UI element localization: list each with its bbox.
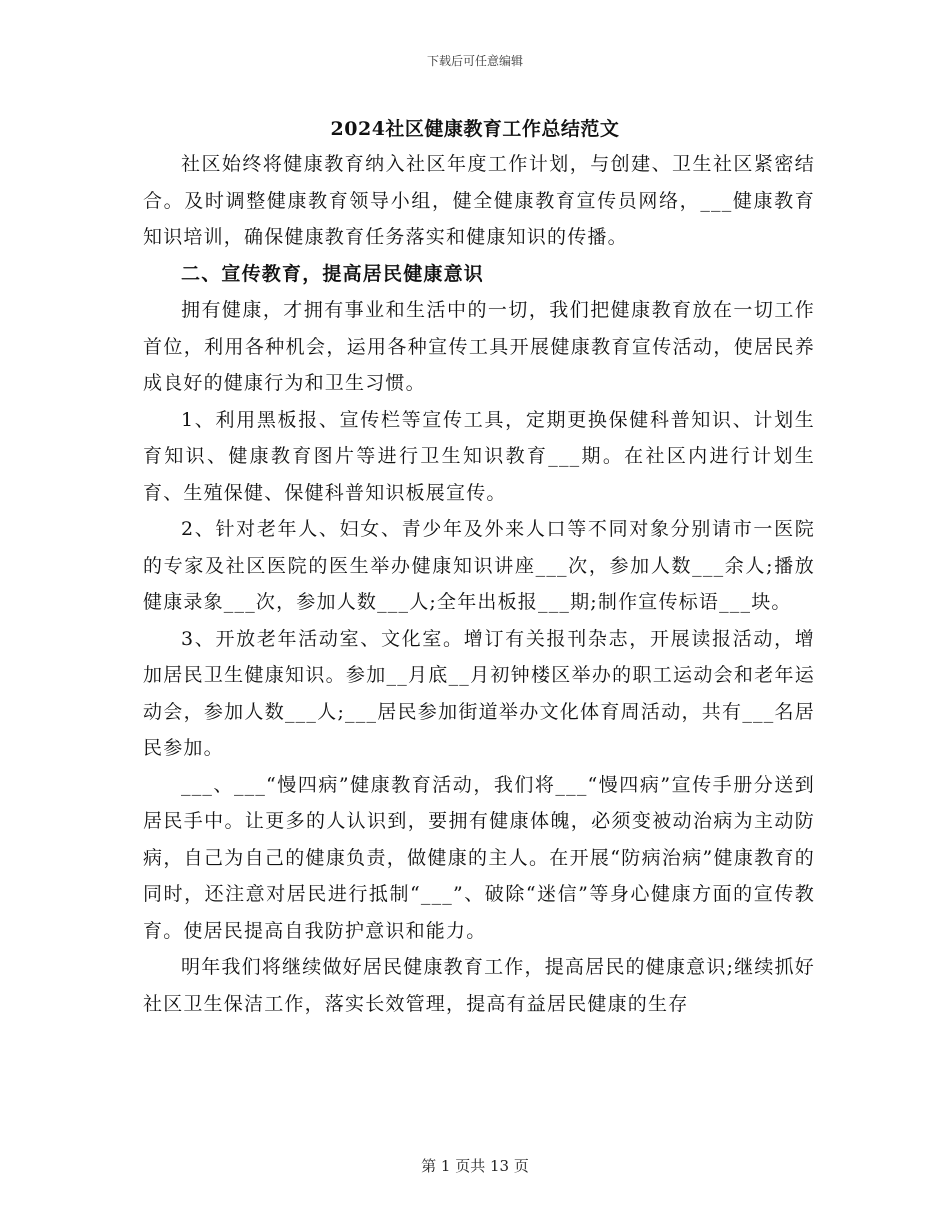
document-title: 2024社区健康教育工作总结范文 [330,118,620,140]
paragraph-intro: 社区始终将健康教育纳入社区年度工作计划，与创建、卫生社区紧密结合。及时调整健康教育领导小组，健全健康教育宣传员网络，___健康教育知识培训，确保健康教育任务落实和健康知识的传播。 [143,153,815,248]
document-body [143,146,815,1022]
page-number: 第 1 页共 13 页 [421,1157,529,1175]
paragraph-item-1: 1、利用黑板报、宣传栏等宣传工具，定期更换保健科普知识、计划生育知识、健康教育图片等进行卫生知识教育___期。在社区内进行计划生育、生殖保健、保健科普知识板展宣传。 [143,408,815,504]
paragraph-item-2: 2、针对老年人、妇女、青少年及外来人口等不同对象分别请市一医院的专家及社区医院的医生举办健康知识讲座___次，参加人数___余人;播放健康录象___次，参加人数___人;全年出板报___期;制作宣传标语___块。 [143,518,815,613]
paragraph-chronic-disease: ___、___“慢四病”健康教育活动，我们将___“慢四病”宣传手册分送到居民手中。让更多的人认识到，要拥有健康体魄，必须变被动治病为主动防病，自己为自己的健康负责，做健康的主人。在开展“防病治病”健康教育的同时，还注意对居民进行抵制“___”、破除“迷信”等身心健康方面的宣传教育。使居民提高自我防护意识和能力。 [143,773,815,942]
paragraph-next-year: 明年我们将继续做好居民健康教育工作，提高居民的健康意识;继续抓好社区卫生保洁工作，落实长效管理，提高有益居民健康的生存 [143,956,815,1015]
paragraph-item-3: 3、开放老年活动室、文化室。增订有关报刊杂志，开展读报活动，增加居民卫生健康知识。参加__月底__月初钟楼区举办的职工运动会和老年运动会，参加人数___人;___居民参加街道举办文化体育周活动，共有___名居民参加。 [143,627,815,759]
paragraph-health-priority: 拥有健康，才拥有事业和生活中的一切，我们把健康教育放在一切工作首位，利用各种机会，运用各种宣传工具开展健康教育宣传活动，使居民养成良好的健康行为和卫生习惯。 [143,299,815,394]
page-header-note: 下载后可任意编辑 [426,54,523,68]
section-heading-2: 二、宣传教育，提高居民健康意识 [181,262,485,285]
